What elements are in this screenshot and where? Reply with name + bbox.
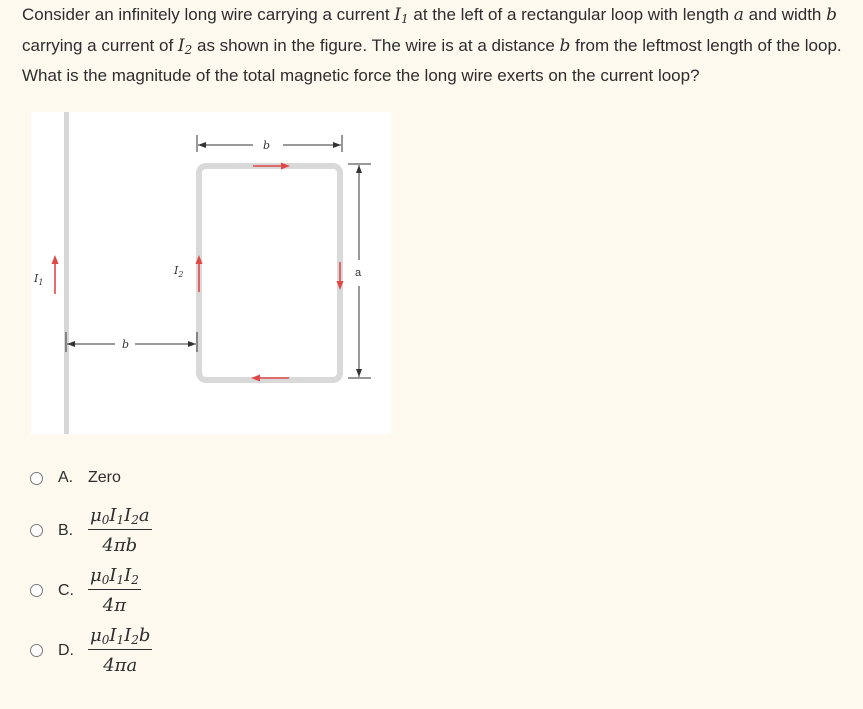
denominator: 4πa xyxy=(103,655,138,676)
option-a[interactable] xyxy=(30,469,121,487)
fraction xyxy=(88,625,152,676)
label-b-top: b xyxy=(263,139,271,152)
radio-option-d[interactable] xyxy=(30,644,43,657)
option-letter: D. xyxy=(58,641,74,659)
numerator: $\mu_0I_1I_2a$ xyxy=(88,505,152,530)
option-c[interactable] xyxy=(30,565,141,616)
label-b-bottom: b xyxy=(122,338,130,351)
wire-loop-figure xyxy=(31,112,391,434)
width-b-symbol: b xyxy=(826,5,838,25)
question-text: Consider an infinitely long wire carrying a current $I_1$ at the left of a rectangular loop with length a and width b carrying a current of $I_2$ as shown in the figure. The wire is at a distance b from the leftmost length of the loop. What is the magnitude of the total magnetic force the long wire exerts on the current loop? xyxy=(22,5,842,85)
length-a-symbol: a xyxy=(733,5,744,25)
numerator: $\mu_0I_1I_2b$ xyxy=(88,625,152,650)
current-i2-symbol: $I_2$ xyxy=(177,35,193,57)
option-d[interactable] xyxy=(30,625,152,676)
long-wire xyxy=(64,112,69,434)
label-i1: $I_1$ xyxy=(34,272,44,287)
label-a: a xyxy=(355,267,362,279)
fraction xyxy=(88,505,152,556)
option-b[interactable] xyxy=(30,505,152,556)
current-loop xyxy=(199,166,340,380)
bottom-b-dimension xyxy=(66,332,197,352)
current-i1-symbol: $I_1$ xyxy=(394,5,409,26)
option-letter: B. xyxy=(58,521,74,539)
figure-svg xyxy=(31,112,391,434)
option-letter: A. xyxy=(58,469,74,486)
i1-arrow xyxy=(52,255,59,294)
radio-option-c[interactable] xyxy=(30,584,43,597)
fraction xyxy=(88,565,141,616)
option-text: Zero xyxy=(88,469,121,486)
distance-b-symbol: b xyxy=(559,35,571,56)
label-i2: $I_2$ xyxy=(174,264,184,279)
radio-option-b[interactable] xyxy=(30,524,43,537)
numerator: $\mu_0I_1I_2$ xyxy=(88,565,141,590)
option-letter: C. xyxy=(58,581,74,599)
radio-option-a[interactable] xyxy=(30,472,43,485)
denominator: 4πb xyxy=(102,535,138,556)
denominator: 4π xyxy=(102,595,127,616)
